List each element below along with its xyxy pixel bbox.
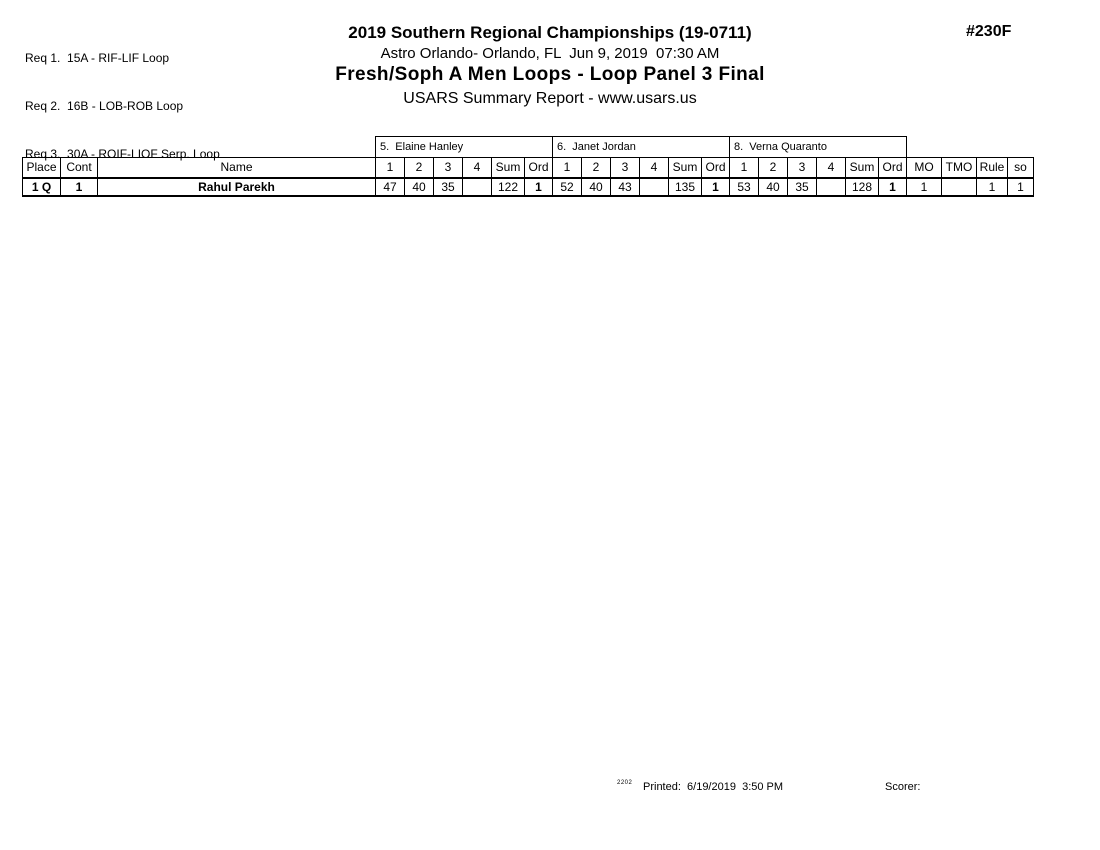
scorer-label: Scorer: xyxy=(885,781,921,793)
cell-j2-ord: 1 xyxy=(702,178,730,196)
col-header-j3-2: 2 xyxy=(759,158,788,178)
cell-j1-sum: 122 xyxy=(492,178,525,196)
col-header-j1-4: 4 xyxy=(463,158,492,178)
col-header-j2-sum: Sum xyxy=(669,158,702,178)
req-item-1: Req 1. 15A - RIF-LIF Loop xyxy=(25,51,170,65)
cell-j3-score4 xyxy=(817,178,846,196)
judge-header-5: 5. Elaine Hanley xyxy=(376,137,553,158)
cell-cont: 1 xyxy=(61,178,98,196)
col-header-j1-1: 1 xyxy=(376,158,405,178)
cell-place: 1 Q xyxy=(23,178,61,196)
version-mark: 2202 xyxy=(617,780,633,786)
col-header-cont: Cont xyxy=(61,158,98,178)
cell-rule: 1 xyxy=(977,178,1008,196)
cell-j2-score3: 43 xyxy=(611,178,640,196)
cell-skater-name: Rahul Parekh xyxy=(98,178,376,196)
col-header-tmo: TMO xyxy=(942,158,977,178)
col-header-so: so xyxy=(1008,158,1034,178)
col-header-j1-sum: Sum xyxy=(492,158,525,178)
col-header-j3-sum: Sum xyxy=(846,158,879,178)
cell-j1-ord: 1 xyxy=(525,178,553,196)
cell-j1-score2: 40 xyxy=(405,178,434,196)
printed-timestamp: Printed: 6/19/2019 3:50 PM xyxy=(643,781,784,793)
col-header-j3-ord: Ord xyxy=(879,158,907,178)
col-header-place: Place xyxy=(23,158,61,178)
col-header-j1-3: 3 xyxy=(434,158,463,178)
col-header-j3-3: 3 xyxy=(788,158,817,178)
cell-mo: 1 xyxy=(907,178,942,196)
cell-j3-score1: 53 xyxy=(730,178,759,196)
division-title: Fresh/Soph A Men Loops - Loop Panel 3 Final xyxy=(335,64,765,85)
cell-j1-score3: 35 xyxy=(434,178,463,196)
judges-row-spacer-right xyxy=(907,137,1034,158)
cell-j1-score4 xyxy=(463,178,492,196)
results-table xyxy=(22,136,1034,197)
cell-j3-score2: 40 xyxy=(759,178,788,196)
col-header-name: Name xyxy=(98,158,376,178)
req-item-2: Req 2. 16B - LOB-ROB Loop xyxy=(25,99,184,113)
cell-j3-sum: 128 xyxy=(846,178,879,196)
cell-j3-score3: 35 xyxy=(788,178,817,196)
cell-j2-score4 xyxy=(640,178,669,196)
event-location-date: Astro Orlando- Orlando, FL Jun 9, 2019 07:30 AM xyxy=(380,45,720,62)
col-header-rule: Rule xyxy=(977,158,1008,178)
cell-j2-score1: 52 xyxy=(553,178,582,196)
cell-j2-score2: 40 xyxy=(582,178,611,196)
col-header-mo: MO xyxy=(907,158,942,178)
cell-j3-ord: 1 xyxy=(879,178,907,196)
col-header-j3-4: 4 xyxy=(817,158,846,178)
doc-number: #230F xyxy=(966,23,1012,40)
col-header-j1-2: 2 xyxy=(405,158,434,178)
judges-header-row xyxy=(23,137,1034,158)
req-item-3: Req 3. 30A - ROIF-LIOF Serp. Loop xyxy=(25,147,220,161)
result-row xyxy=(23,178,1034,196)
col-header-j2-ord: Ord xyxy=(702,158,730,178)
col-header-j2-4: 4 xyxy=(640,158,669,178)
col-header-j2-2: 2 xyxy=(582,158,611,178)
cell-j1-score1: 47 xyxy=(376,178,405,196)
report-subtitle: USARS Summary Report - www.usars.us xyxy=(403,90,697,107)
col-header-j1-ord: Ord xyxy=(525,158,553,178)
column-header-row xyxy=(23,158,1034,178)
judge-header-6: 6. Janet Jordan xyxy=(553,137,730,158)
cell-so: 1 xyxy=(1008,178,1034,196)
col-header-j3-1: 1 xyxy=(730,158,759,178)
judges-row-spacer-left xyxy=(23,137,376,158)
event-title: 2019 Southern Regional Championships (19-0711) xyxy=(348,23,752,42)
judge-header-8: 8. Verna Quaranto xyxy=(730,137,907,158)
col-header-j2-1: 1 xyxy=(553,158,582,178)
cell-j2-sum: 135 xyxy=(669,178,702,196)
col-header-j2-3: 3 xyxy=(611,158,640,178)
cell-tmo xyxy=(942,178,977,196)
